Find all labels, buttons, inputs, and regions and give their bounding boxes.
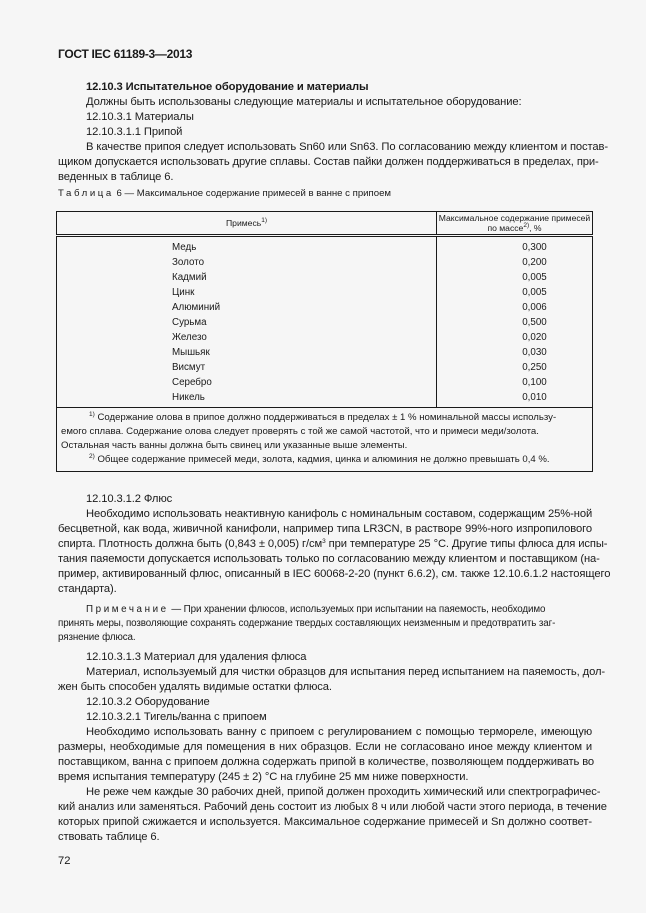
page-number: 72 [58,855,71,867]
equipment-text-line: Необходимо использовать ванну с припоем с регулированием с помощью термореле, имеющую [86,726,592,738]
flux-title: 12.10.3.1.2 Флюс [86,493,173,505]
flux-text-line: Необходимо использовать неактивную канифоль с номинальным составом, содержащим 25%-ной [86,508,593,520]
section-title: 12.10.3 Испытательное оборудование и материалы [86,81,369,93]
footnotes-cell [57,408,593,472]
table-row [57,255,593,270]
value-cell: 0,005 [437,285,593,300]
table-row [57,285,593,300]
value-cell: 0,300 [437,236,593,256]
impurity-cell: Никель [57,390,437,408]
impurity-cell: Висмут [57,360,437,375]
footnote-2: $^{2)}$ Общее содержание примесей меди, золота, кадмия, цинка и алюминия не должно превышать 0,4 %. [89,453,550,465]
flux-removal-text-line: Материал, используемый для чистки образцов для испытания перед испытанием на паяемость, дол- [86,666,606,678]
impurity-cell: Серебро [57,375,437,390]
flux-text-line: бесцветной, как вода, живичной канифоли, например типа LR3CN, в растворе 99%-ного изпропилового [58,523,592,535]
column-header-max-content: Максимальное содержание примесей по массе$^{2)}$, % [437,212,593,236]
equipment-text-line: поставщиком, ванна с припоем должна содержать припой в количестве, позволяющем поддерживать во [58,756,595,768]
value-cell: 0,250 [437,360,593,375]
solder-text-line: веденных в таблице 6. [58,171,174,183]
value-cell: 0,005 [437,270,593,285]
value-cell: 0,100 [437,375,593,390]
table-caption [58,188,391,199]
impurity-cell: Медь [57,236,437,256]
equipment-text-line: время испытания температуру (245 ± 2) °С на глубине 25 мм ниже поверхности. [58,771,469,783]
equipment-title: 12.10.3.2 Оборудование [86,696,210,708]
flux-text-line: спирта. Плотность должна быть (0,843 ± 0,005) $г/см^3$ при температуре 25 °С. Другие типы флюса для испы- [58,538,608,550]
table-header-row [57,212,593,236]
footnote-1-cont: Остальная часть ванны должна быть свинец или указанные выше элементы. [61,440,408,451]
impurity-cell: Мышьяк [57,345,437,360]
table-row [57,315,593,330]
table-row [57,345,593,360]
equipment-text-line: которых припой сжижается и используется. Максимальное содержание примесей и Sn должно соответ- [58,816,592,828]
section-intro: Должны быть использованы следующие материалы и испытательное оборудование: [86,96,522,108]
footnote-1: $^{1)}$ Содержание олова в припое должно поддерживаться в пределах ± 1 % номинальной массы использу- [89,411,557,423]
subsection-solder: 12.10.3.1.1 Припой [86,126,183,138]
footnote-1-cont: емого сплава. Содержание олова следует проверять с той же самой частотой, что и примеси меди/золота. [61,426,539,437]
table-caption-text: 6 — Максимальное содержание примесей в ванне с припоем [113,188,391,199]
table-footnotes [57,408,593,472]
table-row [57,300,593,315]
value-cell: 0,010 [437,390,593,408]
impurity-cell: Железо [57,330,437,345]
equipment-text-line: размеры, необходимые для помещения в них образцов. Если не согласовано иное между клиентом и [58,741,592,753]
impurity-cell: Цинк [57,285,437,300]
note-line: рязнение флюса. [58,632,136,643]
column-header-impurity: Примесь$^{1)}$ [57,212,437,236]
flux-removal-text-line: жен быть способен удалять видимые остатки флюса. [58,681,332,693]
value-cell: 0,200 [437,255,593,270]
document-code-header: ГОСТ IEC 61189-3—2013 [58,47,193,61]
table-row [57,270,593,285]
crucible-title: 12.10.3.2.1 Тигель/ванна с припоем [86,711,267,723]
value-cell: 0,500 [437,315,593,330]
equipment-text-line: кий анализ или заменяться. Рабочий день состоит из любых 8 ч или любой части этого периода, в течение [58,801,607,813]
table-row [57,330,593,345]
impurity-cell: Золото [57,255,437,270]
table-row [57,375,593,390]
note-line: принять меры, позволяющие сохранять содержание твердых составляющих неизменным и предотвратить заг- [58,618,556,629]
table-caption-prefix: Таблица [58,188,114,199]
impurity-table [56,211,593,472]
table-row [57,360,593,375]
value-cell: 0,030 [437,345,593,360]
subsection-materials: 12.10.3.1 Материалы [86,111,194,123]
flux-text-line: пример, активированный флюс, описанный в IEC 60068-2-20 (пункт 6.6.2), см. также 12.10.6.1.2 настоящего [58,568,611,580]
impurity-cell: Кадмий [57,270,437,285]
note-line: Примечание — При хранении флюсов, используемых при испытании на паяемость, необходимо [86,604,546,615]
value-cell: 0,020 [437,330,593,345]
solder-text-line: щиком допускается использовать другие сплавы. Состав пайки должен поддерживаться в пределах, при- [58,156,599,168]
flux-removal-title: 12.10.3.1.3 Материал для удаления флюса [86,651,307,663]
impurity-cell: Сурьма [57,315,437,330]
flux-text-line: тания паяемости допускается использовать только по согласованию между клиентом и поставщиком (на- [58,553,600,565]
impurity-cell: Алюминий [57,300,437,315]
note-label: Примечание [86,604,169,615]
flux-text-line: стандарта). [58,583,117,595]
table-row [57,236,593,256]
equipment-text-line: Не реже чем каждые 30 рабочих дней, припой должен проходить химический или спектрографичес- [86,786,601,798]
solder-text-line: В качестве припоя следует использовать Sn60 или Sn63. По согласованию между клиентом и постав- [86,141,609,153]
value-cell: 0,006 [437,300,593,315]
table-row [57,390,593,408]
equipment-text-line: ствовать таблице 6. [58,831,160,843]
